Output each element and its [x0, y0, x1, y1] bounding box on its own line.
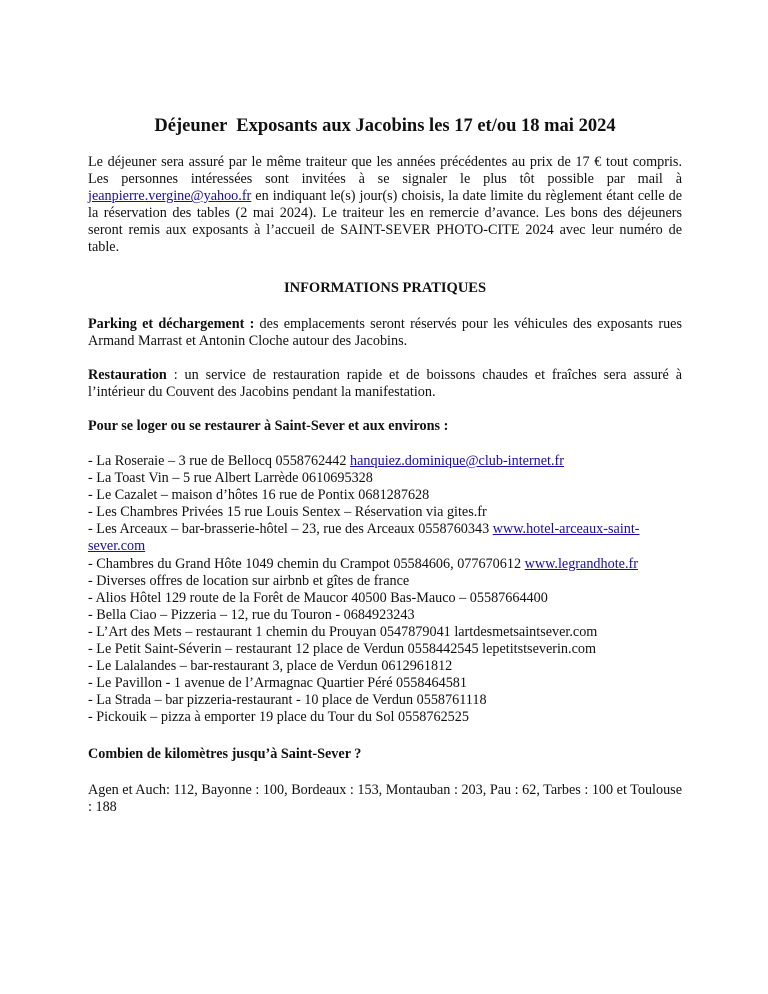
list-item: [88, 487, 682, 504]
list-item: [88, 573, 682, 590]
lodging-heading: Pour se loger ou se restaurer à Saint-Sever et aux environs :: [88, 418, 449, 434]
lodging-list: [88, 453, 682, 727]
list-item: [88, 658, 682, 675]
list-item-link[interactable]: www.hotel-arceaux-saint-sever.com: [88, 521, 640, 555]
parking-label: Parking et déchargement :: [88, 316, 255, 332]
list-item-text: - Diverses offres de location sur airbnb et gîtes de france: [88, 572, 410, 589]
list-item: [88, 624, 682, 641]
list-item: [88, 470, 682, 487]
list-item: [88, 692, 682, 709]
list-item-link[interactable]: www.legrandhote.fr: [524, 555, 638, 572]
list-item-text: - L’Art des Mets – restaurant 1 chemin du Prouyan 0547879041 lartdesmetsaintsever.com: [88, 623, 598, 640]
intro-paragraph: [88, 154, 682, 257]
list-item-text: - Le Cazalet – maison d’hôtes 16 rue de Pontix 0681287628: [88, 487, 430, 504]
list-item-text: - Le Pavillon - 1 avenue de l’Armagnac Quartier Péré 0558464581: [88, 675, 467, 692]
section-title: INFORMATIONS PRATIQUES: [283, 280, 487, 296]
list-item: [88, 590, 682, 607]
list-item: [88, 709, 682, 726]
restauration-label: Restauration: [88, 367, 167, 383]
parking-text: des emplacements seront réservés pour les véhicules des exposants rues Armand Marrast et Antonin Cloche autour des Jacobins.: [88, 316, 682, 350]
list-item: [88, 453, 682, 470]
list-item: [88, 675, 682, 692]
list-item-text: - Le Petit Saint-Séverin – restaurant 12 place de Verdun 0558442545 lepetitstseverin.com: [88, 641, 596, 658]
list-item-text: - La Roseraie – 3 rue de Bellocq 0558762442: [88, 453, 351, 469]
list-item: [88, 521, 682, 555]
distance-text: Agen et Auch: 112, Bayonne : 100, Bordeaux : 153, Montauban : 203, Pau : 62, Tarbes : 100 et Toulouse : 188: [88, 782, 682, 816]
list-item-text: - Bella Ciao – Pizzeria – 12, rue du Touron - 0684923243: [88, 606, 415, 623]
intro-text-before: Le déjeuner sera assuré par le même traiteur que les années précédentes au prix de 17 € tout compris. Les personnes intéressées sont invitées à se signaler le plus tôt possible par mail à: [88, 154, 682, 188]
distance-heading: Combien de kilomètres jusqu’à Saint-Sever ?: [88, 746, 362, 762]
list-item-text: - Les Chambres Privées 15 rue Louis Sentex – Réservation via gites.fr: [88, 504, 487, 521]
list-item: [88, 504, 682, 521]
restauration-text: : un service de restauration rapide et de boissons chaudes et fraîches sera assuré à l’intérieur du Couvent des Jacobins pendant la manifestation.: [88, 367, 682, 401]
page-title: Déjeuner Exposants aux Jacobins les 17 et/ou 18 mai 2024: [154, 116, 616, 136]
list-item-text: - La Toast Vin – 5 rue Albert Larrède 0610695328: [88, 470, 373, 487]
list-item-text: - La Strada – bar pizzeria-restaurant - 10 place de Verdun 0558761118: [88, 692, 487, 709]
list-item-text: - Le Lalalandes – bar-restaurant 3, place de Verdun 0612961812: [88, 658, 453, 675]
list-item-text: - Chambres du Grand Hôte 1049 chemin du Crampot 05584606, 077670612: [88, 555, 525, 572]
organizer-email-link[interactable]: jeanpierre.vergine@yahoo.fr: [88, 188, 252, 205]
restauration-paragraph: [88, 367, 682, 401]
list-item-text: - Les Arceaux – bar-brasserie-hôtel – 23, rue des Arceaux 0558760343: [88, 521, 493, 538]
list-item: [88, 641, 682, 658]
list-item-link[interactable]: hanquiez.dominique@club-internet.fr: [350, 453, 564, 469]
list-item-text: - Pickouik – pizza à emporter 19 place du Tour du Sol 0558762525: [88, 709, 469, 726]
list-item-text: - Alios Hôtel 129 route de la Forêt de Maucor 40500 Bas-Mauco – 05587664400: [88, 589, 548, 606]
parking-paragraph: [88, 316, 682, 350]
list-item: [88, 607, 682, 624]
list-item: [88, 556, 682, 573]
intro-text-after: en indiquant le(s) jour(s) choisis, la date limite du règlement étant celle de la réservation des tables (2 mai 2024). Le traiteur les en remercie d’avance. Les bons des déjeuners seront remis aux exposants à l’accueil de SAINT-SEVER PHOTO-CITE 2024 avec leur numéro de table.: [88, 188, 682, 256]
